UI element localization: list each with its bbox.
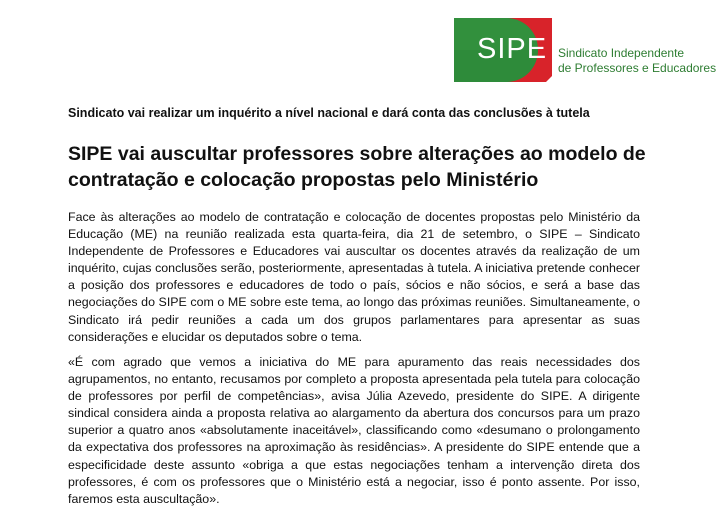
article-paragraph-1: Face às alterações ao modelo de contratação e colocação de docentes propostas pelo Ministério da Educação (ME) na reunião realizada esta quarta-feira, dia 21 de setembro, o SIPE – Sindicato Independente de Professores e Educadores vai auscultar os docentes através da realização de um inquérito, cujas conclusões serão, posteriormente, apresentadas à tutela. A iniciativa pretende conhecer a posição dos professores e educadores de todo o país, sócios e não sócios, e será a base das negociações do SIPE com o ME sobre este tema, ao longo das próximas reuniões. Simultaneamente, o Sindicato irá pedir reuniões a cada um dos grupos parlamentares para apresentar as suas considerações e elucidar os deputados sobre o tema. [68, 210, 640, 344]
logo-acronym: SIPE [477, 33, 548, 65]
logo-name-line-1: Sindicato Independente [558, 46, 685, 60]
article-paragraph-2: «É com agrado que vemos a iniciativa do ME para apuramento das reais necessidades dos agrupamentos, no entanto, recusamos por completo a proposta apresentada pela tutela para colocação de professores por perfil de competências», avisa Júlia Azevedo, presidente do SIPE. A dirigente sindical considera ainda a proposta relativa ao alargamento da abertura dos concursos para um prazo superior a quatro anos «absolutamente inaceitável», classificando como «desumano o prolongamento da expectativa dos professores na aproximação às residências». A presidente do SIPE entende que a especificidade deste assunto «obriga a que estas negociações tenham a intervenção direta dos professores, é com os professores que o Ministério está a negociar, isso é ponto assente. Por isso, faremos esta auscultação». [68, 355, 640, 506]
article-headline: SIPE vai auscultar professores sobre alterações ao modelo de contratação e colocação propostas pelo Ministério [68, 143, 646, 191]
logo-name-line-2: de Professores e Educadores [558, 61, 716, 75]
article-subtitle: Sindicato vai realizar um inquérito a nível nacional e dará conta das conclusões à tutela [68, 106, 590, 120]
sipe-logo [454, 18, 716, 82]
logo-union-name [558, 46, 716, 76]
